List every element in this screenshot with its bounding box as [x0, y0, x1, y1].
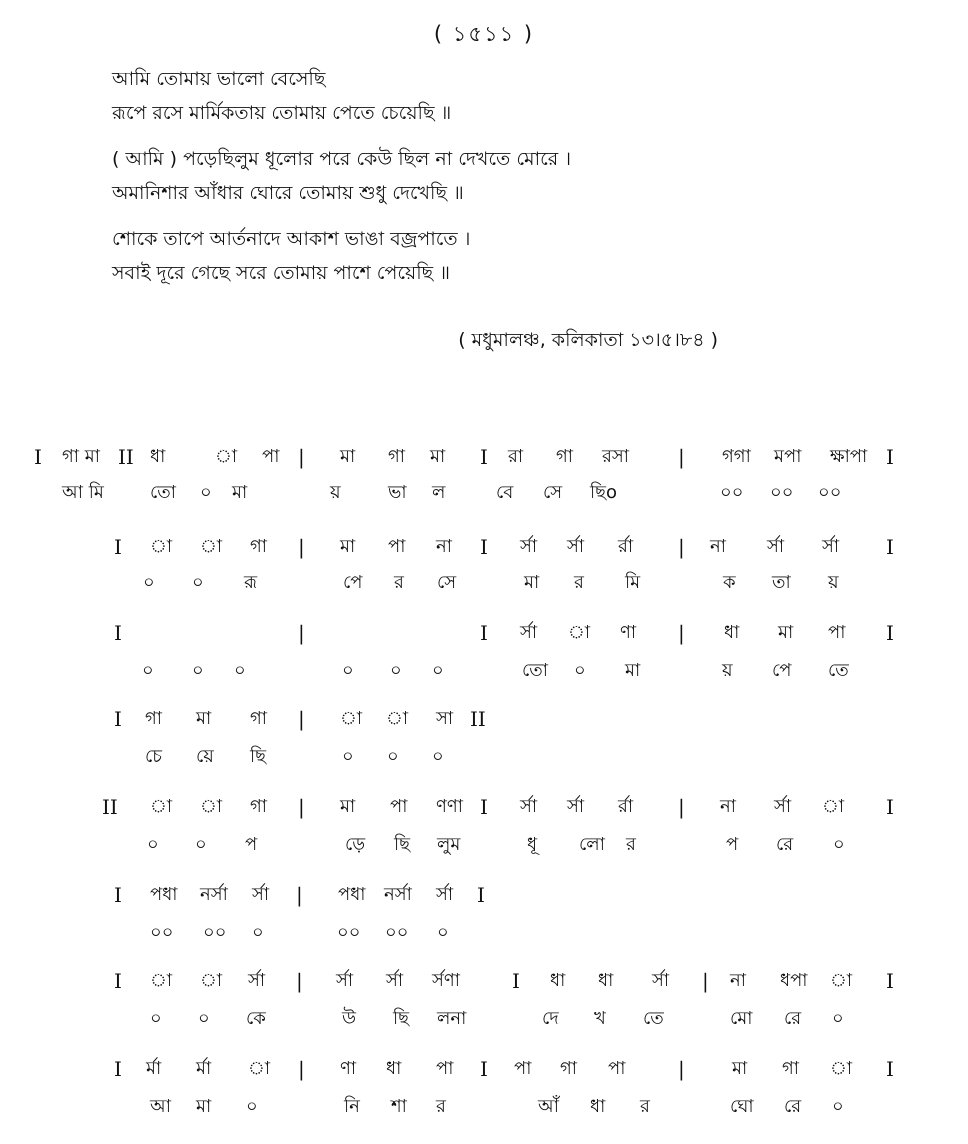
- notation-swara: র্সা: [767, 536, 785, 557]
- notation-lyric: য়ে: [196, 746, 214, 767]
- notation-lyric: উ: [342, 1008, 357, 1029]
- notation-bar-mark: I: [477, 883, 485, 907]
- notation-swara: র্সা: [248, 970, 266, 991]
- notation-bar-mark: II: [118, 445, 134, 469]
- notation-swara: গগা: [722, 446, 751, 467]
- notation-lyric: ছি: [250, 746, 267, 767]
- notation-lyric: তো: [522, 660, 549, 681]
- notation-lyric: ০০: [203, 922, 227, 943]
- notation-swara: া: [822, 796, 845, 817]
- notation-swara: া: [340, 708, 363, 729]
- notation-lyric: ০: [143, 572, 155, 593]
- notation-lyric: ছি: [394, 834, 411, 855]
- notation-swara: া: [200, 970, 223, 991]
- notation-bar-mark: I: [114, 883, 122, 907]
- notation-lyric: ০: [192, 660, 204, 681]
- notation-swara: সা: [436, 708, 454, 729]
- notation-bar-mark: I: [114, 1057, 122, 1081]
- notation-lyric: ০: [832, 1096, 844, 1117]
- notation-swara: ণা: [340, 1058, 357, 1079]
- notation-lyric: লনা: [437, 1008, 467, 1029]
- notation-lyric: ০: [252, 922, 264, 943]
- notation-bar-mark: I: [114, 621, 122, 645]
- notation-swara: া: [150, 796, 173, 817]
- notation-swara: মা: [430, 446, 446, 467]
- notation-lyric: রে: [776, 834, 794, 855]
- notation-swara: নর্সা: [200, 884, 228, 905]
- notation-bar-mark: I: [480, 1057, 488, 1081]
- notation-lyric: র: [574, 572, 584, 593]
- notation-lyric: ০: [198, 1008, 210, 1029]
- poem-credit: ( মধুমালঞ্চ, কলিকাতা ১৩।৫।৮৪ ): [458, 329, 718, 351]
- notation-swara: পা: [388, 536, 406, 557]
- notation-bar-mark: |: [296, 883, 303, 907]
- notation-swara: রা: [508, 446, 524, 467]
- notation-swara: গা: [782, 1058, 800, 1079]
- notation-lyric: য়: [330, 482, 341, 503]
- poem-line: সবাই দূরে গেছে সরে তোমায় পাশে পেয়েছি ॥: [112, 262, 450, 284]
- notation-lyric: র: [640, 1096, 650, 1117]
- notation-swara: ধা: [150, 446, 166, 467]
- notation-lyric: ০: [832, 1008, 844, 1029]
- notation-swara: মপা: [774, 446, 802, 467]
- notation-swara: র্সা: [567, 536, 585, 557]
- notation-swara: া: [248, 1058, 271, 1079]
- notation-bar-mark: I: [480, 535, 488, 559]
- notation-bar-mark: I: [886, 795, 894, 819]
- notation-bar-mark: I: [480, 621, 488, 645]
- notation-swara: না: [730, 970, 746, 991]
- notation-lyric: সে: [543, 482, 563, 503]
- notation-bar-mark: I: [512, 969, 520, 993]
- notation-swara: া: [568, 622, 591, 643]
- poem-line: আমি তোমায় ভালো বেসেছি: [112, 68, 326, 90]
- notation-swara: র্রা: [618, 796, 634, 817]
- poem-line: রূপে রসে মার্মিকতায় তোমায় পেতে চেয়েছি ॥: [112, 102, 452, 124]
- notation-swara: পা: [608, 1058, 626, 1079]
- notation-bar-mark: |: [678, 621, 685, 645]
- notation-swara: পা: [514, 1058, 532, 1079]
- notation-swara: পা: [262, 446, 280, 467]
- notation-swara: পধা: [150, 884, 178, 905]
- notation-bar-mark: I: [886, 445, 894, 469]
- notation-swara: র্সা: [520, 796, 538, 817]
- notation-swara: র্সা: [386, 970, 404, 991]
- notation-lyric: র: [626, 834, 636, 855]
- notation-swara: র্সা: [336, 970, 354, 991]
- notation-lyric: য়: [722, 660, 733, 681]
- notation-swara: নর্সা: [384, 884, 412, 905]
- page-number: ( ১৫১১ ): [433, 22, 535, 46]
- notation-lyric: রে: [784, 1008, 802, 1029]
- notation-lyric: প: [245, 834, 258, 855]
- notation-lyric: নি: [344, 1096, 360, 1117]
- notation-bar-mark: |: [678, 795, 685, 819]
- notation-bar-mark: |: [678, 1057, 685, 1081]
- notation-bar-mark: I: [480, 795, 488, 819]
- notation-lyric: তে: [828, 660, 849, 681]
- notation-swara: ক্ষাপা: [830, 446, 868, 467]
- notation-lyric: লুম: [437, 834, 461, 855]
- notation-swara: মা: [778, 622, 794, 643]
- notation-lyric: বে: [496, 482, 514, 503]
- notation-swara: মা: [340, 446, 356, 467]
- notation-lyric: রূ: [244, 572, 258, 593]
- notation-swara: গা: [250, 536, 268, 557]
- notation-swara: া: [215, 446, 238, 467]
- notation-swara: া: [830, 970, 853, 991]
- notation-lyric: ০০: [337, 922, 361, 943]
- notation-swara: র্সণা: [432, 970, 460, 991]
- notation-swara: া: [830, 1058, 853, 1079]
- notation-lyric: র: [394, 572, 404, 593]
- notation-lyric: ০: [147, 834, 159, 855]
- notation-lyric: কে: [246, 1008, 266, 1029]
- notation-swara: র্রা: [618, 536, 634, 557]
- notation-swara: া: [150, 536, 173, 557]
- notation-lyric: পে: [343, 572, 363, 593]
- notation-lyric: ০: [195, 834, 207, 855]
- notation-lyric: মা: [524, 572, 540, 593]
- notation-bar-mark: I: [114, 707, 122, 731]
- notation-bar-mark: |: [678, 535, 685, 559]
- notation-bar-mark: I: [886, 535, 894, 559]
- notation-swara: র্সা: [652, 970, 670, 991]
- notation-lyric: য়: [828, 572, 839, 593]
- notation-swara: পা: [436, 1058, 454, 1079]
- notation-lyric: ছি: [393, 1008, 410, 1029]
- notation-swara: গা: [556, 446, 574, 467]
- notation-lyric: ০০: [385, 922, 409, 943]
- notation-swara: র্সা: [822, 536, 840, 557]
- notation-lyric: ০: [246, 1096, 258, 1117]
- notation-bar-mark: |: [296, 969, 303, 993]
- notation-bar-mark: II: [470, 707, 486, 731]
- notation-lyric: ০: [574, 660, 586, 681]
- notation-lyric: শা: [391, 1096, 407, 1117]
- notation-swara: ধপা: [780, 970, 808, 991]
- notation-lyric: ০: [142, 660, 154, 681]
- notation-swara: া: [150, 970, 173, 991]
- notation-lyric: ০: [342, 660, 354, 681]
- notation-swara: গা: [560, 1058, 578, 1079]
- notation-bar-mark: |: [298, 707, 305, 731]
- notation-swara: গা মা: [62, 446, 100, 467]
- notation-swara: মা: [340, 796, 356, 817]
- notation-bar-mark: I: [480, 445, 488, 469]
- notation-swara: মা: [196, 708, 212, 729]
- notation-swara: পা: [828, 622, 846, 643]
- notation-swara: মা: [732, 1058, 748, 1079]
- notation-bar-mark: I: [114, 969, 122, 993]
- notation-lyric: মা: [196, 1096, 212, 1117]
- notation-bar-mark: |: [298, 445, 305, 469]
- notation-lyric: তা: [772, 572, 791, 593]
- notation-lyric: পে: [772, 660, 792, 681]
- notation-lyric: আ: [150, 1096, 171, 1117]
- notation-swara: না: [710, 536, 726, 557]
- notation-lyric: ০: [200, 482, 212, 503]
- notation-swara: ধা: [550, 970, 566, 991]
- notation-swara: মা: [340, 536, 356, 557]
- notation-swara: র্সা: [252, 884, 270, 905]
- notation-swara: ণণা: [436, 796, 463, 817]
- notation-bar-mark: I: [886, 621, 894, 645]
- notation-lyric: তো: [150, 482, 177, 503]
- notation-lyric: ছিo: [590, 482, 618, 503]
- notation-swara: গা: [250, 796, 268, 817]
- notation-swara: রসা: [602, 446, 630, 467]
- notation-bar-mark: |: [298, 795, 305, 819]
- notation-lyric: প: [726, 834, 739, 855]
- notation-lyric: দে: [542, 1008, 559, 1029]
- notation-swara: া: [386, 708, 409, 729]
- notation-lyric: ০: [234, 660, 246, 681]
- notation-lyric: ০: [437, 922, 449, 943]
- notation-swara: গা: [145, 708, 163, 729]
- notation-bar-mark: I: [886, 969, 894, 993]
- notation-lyric: ড়ে: [345, 834, 366, 855]
- notation-lyric: আ মি: [62, 482, 104, 503]
- notation-lyric: ০০: [150, 922, 174, 943]
- notation-lyric: ধা: [590, 1096, 606, 1117]
- notation-bar-mark: I: [886, 1057, 894, 1081]
- notation-swara: র্সা: [520, 622, 538, 643]
- notation-lyric: মা: [625, 660, 641, 681]
- poem-line: শোকে তাপে আর্তনাদে আকাশ ভাঙা বজ্রপাতে ।: [112, 228, 471, 250]
- notation-swara: গা: [388, 446, 406, 467]
- notation-lyric: ঘো: [730, 1096, 754, 1117]
- notation-lyric: ল: [432, 482, 446, 503]
- notation-lyric: ০: [833, 834, 845, 855]
- notation-lyric: চে: [145, 746, 163, 767]
- notation-bar-mark: |: [678, 445, 685, 469]
- notation-lyric: ০: [342, 746, 354, 767]
- notation-swara: র্মা: [196, 1058, 212, 1079]
- notation-swara: র্সা: [520, 536, 538, 557]
- notation-swara: ধা: [598, 970, 614, 991]
- notation-lyric: ক: [723, 572, 736, 593]
- notation-lyric: ০: [192, 572, 204, 593]
- notation-bar-mark: |: [298, 535, 305, 559]
- notation-bar-mark: |: [702, 969, 709, 993]
- notation-swara: া: [200, 536, 223, 557]
- notation-bar-mark: |: [298, 1057, 305, 1081]
- notation-lyric: লো: [579, 834, 605, 855]
- notation-lyric: তে: [643, 1008, 664, 1029]
- notation-lyric: ০: [150, 1008, 162, 1029]
- poem-line: ( আমি ) পড়েছিলুম ধূলোর পরে কেউ ছিল না দেখতে মোরে ।: [112, 148, 572, 170]
- notation-lyric: খ: [594, 1008, 606, 1029]
- notation-swara: র্সা: [436, 884, 454, 905]
- notation-bar-mark: I: [34, 445, 42, 469]
- notation-swara: পধা: [338, 884, 366, 905]
- notation-lyric: ধূ: [527, 834, 538, 855]
- notation-lyric: র: [436, 1096, 446, 1117]
- notation-bar-mark: |: [298, 621, 305, 645]
- notation-swara: না: [436, 536, 452, 557]
- notation-swara: ণা: [620, 622, 637, 643]
- notation-lyric: ভা: [388, 482, 407, 503]
- poem-line: অমানিশার আঁধার ঘোরে তোমায় শুধু দেখেছি ॥: [112, 182, 464, 204]
- notation-lyric: মো: [730, 1008, 753, 1029]
- notation-lyric: ০: [432, 746, 444, 767]
- notation-lyric: সে: [437, 572, 457, 593]
- notation-lyric: ০০: [770, 482, 794, 503]
- notation-swara: গা: [250, 708, 268, 729]
- notation-lyric: ০০: [818, 482, 842, 503]
- notation-bar-mark: I: [114, 535, 122, 559]
- notation-swara: ধা: [724, 622, 740, 643]
- notation-swara: ধা: [386, 1058, 402, 1079]
- notation-lyric: রে: [784, 1096, 802, 1117]
- notation-lyric: মি: [625, 572, 641, 593]
- notation-swara: না: [720, 796, 736, 817]
- notation-bar-mark: II: [102, 795, 118, 819]
- notation-swara: া: [200, 796, 223, 817]
- notation-lyric: মা: [232, 482, 248, 503]
- notation-lyric: ০: [432, 660, 444, 681]
- notation-lyric: ০: [387, 746, 399, 767]
- notation-swara: র্সা: [774, 796, 792, 817]
- notation-lyric: ০০: [720, 482, 744, 503]
- notation-lyric: আঁ: [538, 1096, 559, 1117]
- notation-swara: পা: [390, 796, 408, 817]
- notation-swara: র্সা: [567, 796, 585, 817]
- notation-lyric: ০: [390, 660, 402, 681]
- notation-swara: র্মা: [146, 1058, 162, 1079]
